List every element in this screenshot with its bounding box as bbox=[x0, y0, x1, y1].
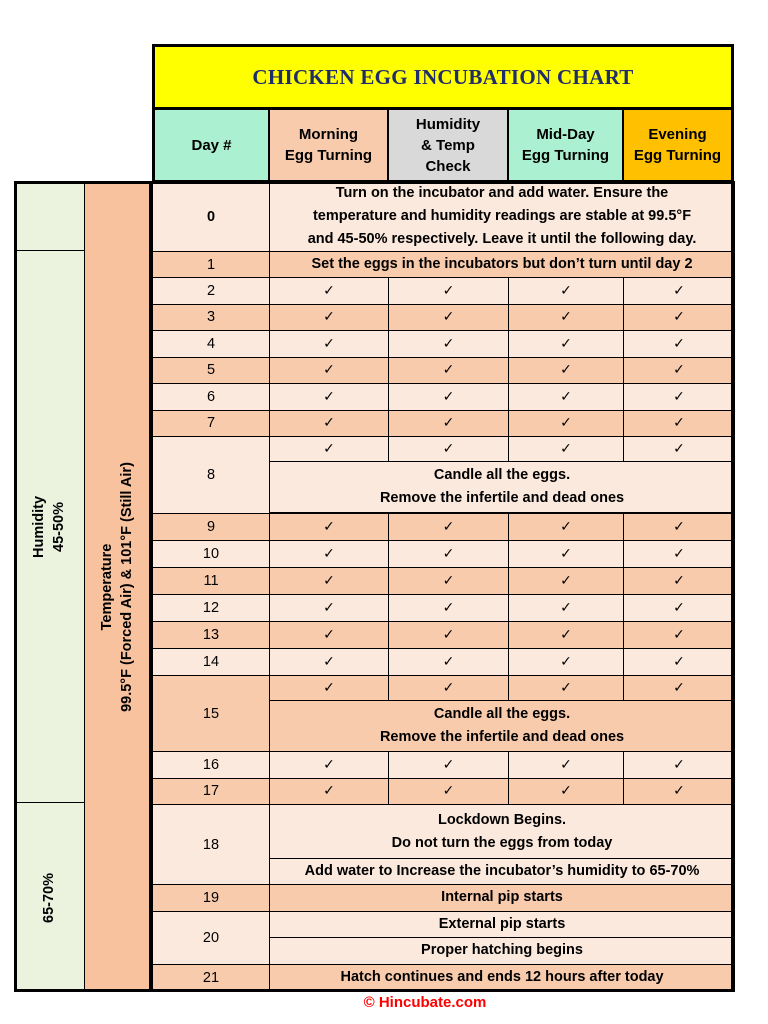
check-mark: ✓ bbox=[270, 622, 389, 649]
header-day: Day # bbox=[152, 110, 269, 181]
header-morning: Morning Egg Turning bbox=[269, 110, 388, 181]
check-mark: ✓ bbox=[624, 278, 735, 305]
check-mark: ✓ bbox=[389, 384, 509, 411]
note-cell: Candle all the eggs. Remove the infertile and dead ones bbox=[270, 462, 735, 513]
check-mark: ✓ bbox=[509, 278, 624, 305]
day-cell: 3 bbox=[153, 304, 270, 331]
note-cell: Lockdown Begins. Do not turn the eggs from today bbox=[270, 805, 735, 859]
table-row-day-2 bbox=[153, 278, 735, 305]
day-cell: 17 bbox=[153, 778, 270, 805]
table-row-day-13 bbox=[153, 622, 735, 649]
check-mark: ✓ bbox=[270, 778, 389, 805]
day-cell: 4 bbox=[153, 331, 270, 358]
check-mark: ✓ bbox=[270, 676, 389, 701]
check-mark: ✓ bbox=[509, 595, 624, 622]
check-mark: ✓ bbox=[509, 514, 624, 541]
day-cell: 1 bbox=[153, 252, 270, 278]
table-row-day-17 bbox=[153, 778, 735, 805]
table-row-day-18 bbox=[153, 805, 735, 859]
check-mark: ✓ bbox=[389, 278, 509, 305]
humidity-high-cell bbox=[14, 803, 85, 992]
check-mark: ✓ bbox=[624, 410, 735, 437]
humidity-low-label: Humidity 45-50% bbox=[31, 495, 67, 558]
check-mark: ✓ bbox=[389, 778, 509, 805]
check-mark: ✓ bbox=[389, 568, 509, 595]
note-cell: Proper hatching begins bbox=[270, 938, 735, 965]
check-mark: ✓ bbox=[509, 622, 624, 649]
day-cell: 6 bbox=[153, 384, 270, 411]
check-mark: ✓ bbox=[270, 649, 389, 676]
table-row-day-20 bbox=[153, 911, 735, 938]
day-cell: 15 bbox=[153, 676, 270, 752]
day-cell: 7 bbox=[153, 410, 270, 437]
table-row-day-0 bbox=[153, 182, 735, 252]
day-cell: 14 bbox=[153, 649, 270, 676]
check-mark: ✓ bbox=[270, 568, 389, 595]
day-cell: 21 bbox=[153, 964, 270, 991]
header-evening: Evening Egg Turning bbox=[623, 110, 734, 181]
check-mark: ✓ bbox=[624, 384, 735, 411]
note-cell: Candle all the eggs. Remove the infertile and dead ones bbox=[270, 701, 735, 752]
check-mark: ✓ bbox=[389, 304, 509, 331]
table-row-day-1 bbox=[153, 252, 735, 278]
table-row-day-10 bbox=[153, 541, 735, 568]
check-mark: ✓ bbox=[389, 437, 509, 462]
check-mark: ✓ bbox=[624, 622, 735, 649]
check-mark: ✓ bbox=[624, 595, 735, 622]
check-mark: ✓ bbox=[509, 676, 624, 701]
note-cell: Add water to Increase the incubator’s humidity to 65-70% bbox=[270, 859, 735, 885]
check-mark: ✓ bbox=[389, 595, 509, 622]
check-mark: ✓ bbox=[389, 331, 509, 358]
check-mark: ✓ bbox=[509, 331, 624, 358]
humidity-high-label: 65-70% bbox=[40, 872, 57, 923]
temperature-cell bbox=[85, 181, 152, 992]
check-mark: ✓ bbox=[624, 676, 735, 701]
check-mark: ✓ bbox=[270, 357, 389, 384]
header-humidity-check: Humidity & Temp Check bbox=[388, 110, 508, 181]
check-mark: ✓ bbox=[270, 278, 389, 305]
table-row-day-12 bbox=[153, 595, 735, 622]
day-cell: 12 bbox=[153, 595, 270, 622]
note-cell: Hatch continues and ends 12 hours after today bbox=[270, 964, 735, 991]
check-mark: ✓ bbox=[270, 410, 389, 437]
table-row-day-4 bbox=[153, 331, 735, 358]
check-mark: ✓ bbox=[270, 331, 389, 358]
check-mark: ✓ bbox=[624, 541, 735, 568]
note-cell: Internal pip starts bbox=[270, 885, 735, 912]
check-mark: ✓ bbox=[509, 437, 624, 462]
table-row-day-14 bbox=[153, 649, 735, 676]
table-row-day-19 bbox=[153, 885, 735, 912]
check-mark: ✓ bbox=[624, 304, 735, 331]
check-mark: ✓ bbox=[270, 541, 389, 568]
check-mark: ✓ bbox=[509, 752, 624, 779]
copyright-footer: © Hincubate.com bbox=[363, 994, 487, 1011]
header-midday: Mid-Day Egg Turning bbox=[508, 110, 623, 181]
check-mark: ✓ bbox=[270, 514, 389, 541]
check-mark: ✓ bbox=[509, 357, 624, 384]
table-row-day-16 bbox=[153, 752, 735, 779]
day-cell: 13 bbox=[153, 622, 270, 649]
check-mark: ✓ bbox=[624, 331, 735, 358]
day-cell: 20 bbox=[153, 911, 270, 964]
table-row-day-3 bbox=[153, 304, 735, 331]
table-row-day-8 bbox=[153, 437, 735, 462]
day-cell: 18 bbox=[153, 805, 270, 885]
check-mark: ✓ bbox=[270, 384, 389, 411]
note-cell: Turn on the incubator and add water. Ensure the temperature and humidity readings are stable at 99.5°F and 45-50% respectively. Leave it until the following day. bbox=[270, 182, 735, 252]
check-mark: ✓ bbox=[389, 622, 509, 649]
day-cell: 11 bbox=[153, 568, 270, 595]
day-cell: 10 bbox=[153, 541, 270, 568]
check-mark: ✓ bbox=[270, 304, 389, 331]
day-cell: 16 bbox=[153, 752, 270, 779]
humidity-cell-top bbox=[14, 181, 85, 251]
day-cell: 9 bbox=[153, 514, 270, 541]
day-cell: 5 bbox=[153, 357, 270, 384]
check-mark: ✓ bbox=[509, 410, 624, 437]
check-mark: ✓ bbox=[509, 304, 624, 331]
check-mark: ✓ bbox=[509, 568, 624, 595]
check-mark: ✓ bbox=[624, 649, 735, 676]
day-cell: 2 bbox=[153, 278, 270, 305]
check-mark: ✓ bbox=[509, 384, 624, 411]
table-row-day-7 bbox=[153, 410, 735, 437]
check-mark: ✓ bbox=[624, 778, 735, 805]
table-row-day-15 bbox=[153, 676, 735, 701]
table-row-day-21 bbox=[153, 964, 735, 991]
check-mark: ✓ bbox=[389, 752, 509, 779]
check-mark: ✓ bbox=[389, 357, 509, 384]
table-row-day-6 bbox=[153, 384, 735, 411]
table-row-day-9 bbox=[153, 514, 735, 541]
temperature-label: Temperature 99.5°F (Forced Air) & 101°F (Still Air) bbox=[99, 461, 136, 712]
day-cell: 19 bbox=[153, 885, 270, 912]
table-row-day-5 bbox=[153, 357, 735, 384]
check-mark: ✓ bbox=[389, 541, 509, 568]
check-mark: ✓ bbox=[624, 514, 735, 541]
check-mark: ✓ bbox=[270, 752, 389, 779]
check-mark: ✓ bbox=[389, 649, 509, 676]
table-row-day-11 bbox=[153, 568, 735, 595]
day-cell: 8 bbox=[153, 437, 270, 514]
check-mark: ✓ bbox=[389, 676, 509, 701]
check-mark: ✓ bbox=[270, 437, 389, 462]
check-mark: ✓ bbox=[389, 410, 509, 437]
check-mark: ✓ bbox=[624, 357, 735, 384]
check-mark: ✓ bbox=[509, 778, 624, 805]
check-mark: ✓ bbox=[509, 649, 624, 676]
incubation-table bbox=[152, 181, 735, 992]
note-cell: Set the eggs in the incubators but don’t turn until day 2 bbox=[270, 252, 735, 278]
check-mark: ✓ bbox=[509, 541, 624, 568]
day-cell: 0 bbox=[153, 182, 270, 252]
check-mark: ✓ bbox=[270, 595, 389, 622]
check-mark: ✓ bbox=[624, 752, 735, 779]
chart-title: CHICKEN EGG INCUBATION CHART bbox=[252, 64, 634, 89]
check-mark: ✓ bbox=[389, 514, 509, 541]
humidity-low-cell bbox=[14, 251, 85, 803]
check-mark: ✓ bbox=[624, 437, 735, 462]
check-mark: ✓ bbox=[624, 568, 735, 595]
chart-title-box bbox=[152, 44, 734, 110]
note-cell: External pip starts bbox=[270, 911, 735, 938]
